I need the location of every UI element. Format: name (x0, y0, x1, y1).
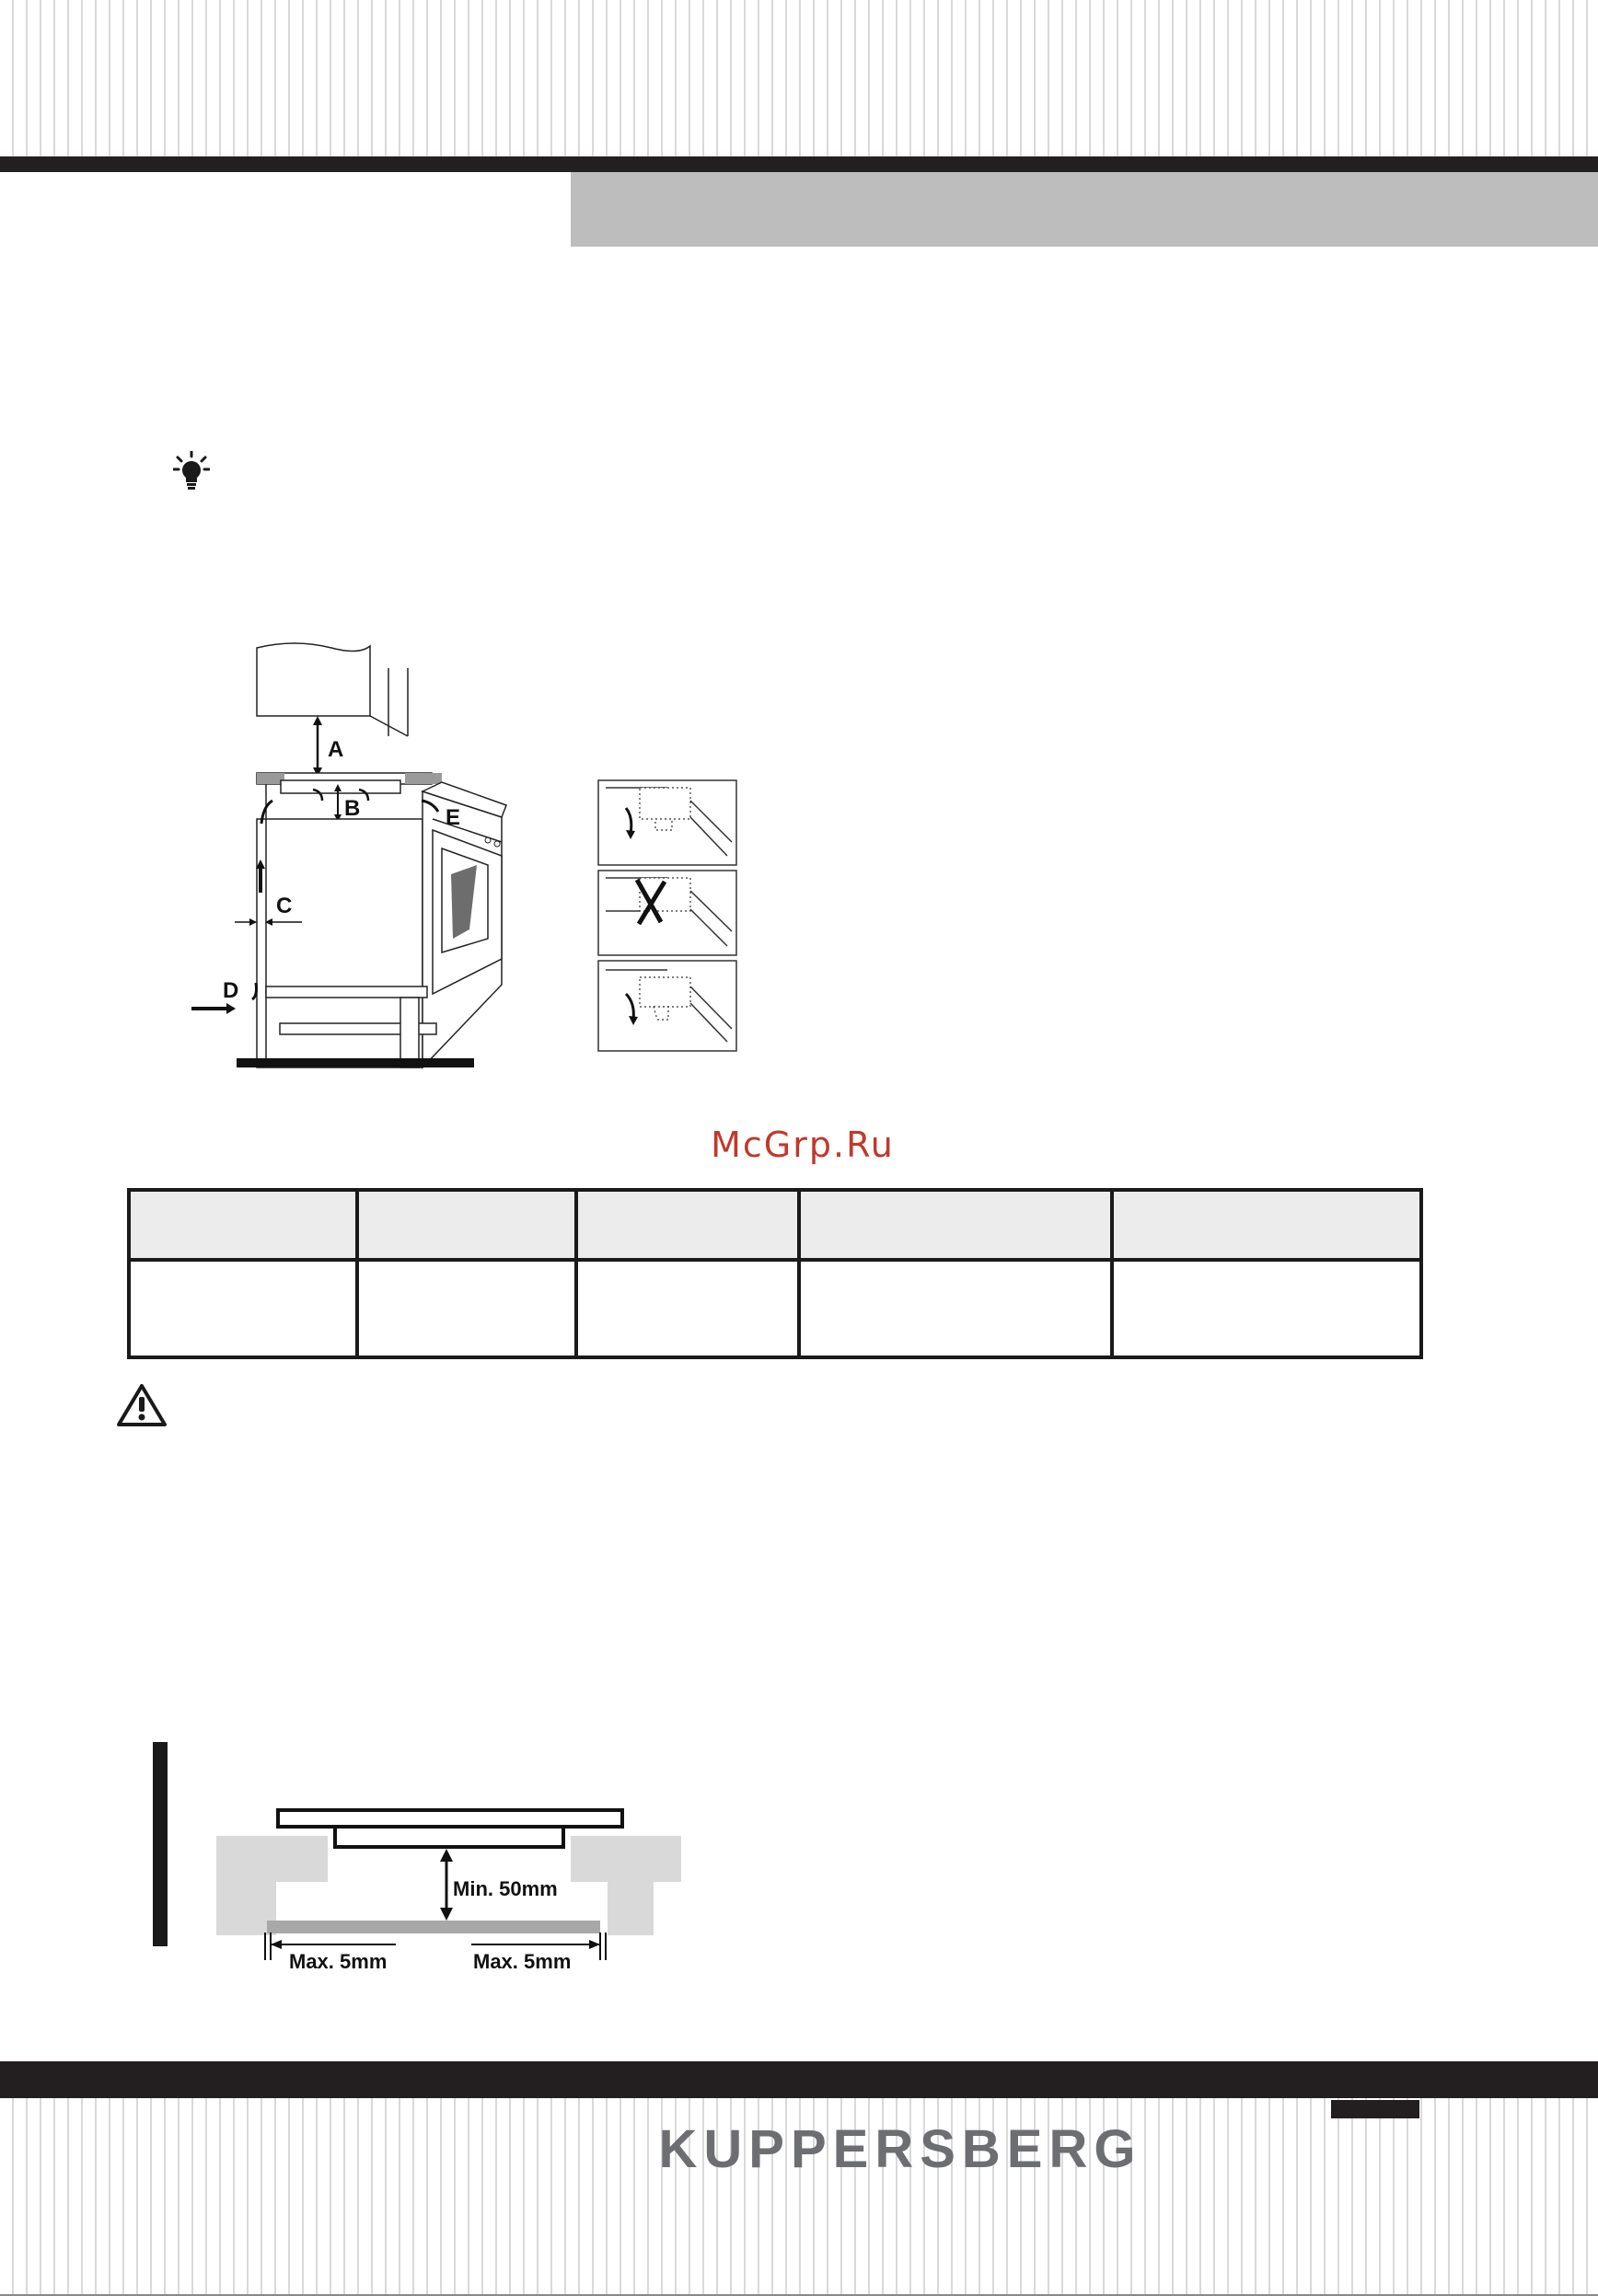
fit-panel-incorrect-middle (598, 871, 736, 955)
brand-logo: KUPPERSBERG (658, 2119, 1142, 2179)
table-header-cell (1112, 1190, 1421, 1260)
lightbulb-icon (173, 451, 210, 491)
page-number-tab (1331, 2100, 1419, 2118)
label-e: E (446, 805, 461, 830)
installation-clearance-diagram (184, 635, 515, 1077)
spec-table (127, 1188, 1423, 1359)
label-c: C (276, 894, 293, 918)
table-header-cell (357, 1190, 576, 1260)
max-right-label: Max. 5mm (473, 1950, 572, 1973)
header-band (571, 172, 1598, 247)
label-b: B (344, 796, 361, 821)
fit-panel-correct-top (598, 780, 736, 865)
table-cell (357, 1260, 576, 1357)
table-cell (576, 1260, 799, 1357)
label-a: A (328, 737, 344, 762)
table-cell (1112, 1260, 1421, 1357)
table-header-cell (576, 1190, 799, 1260)
table-cell (799, 1260, 1112, 1357)
warning-triangle-icon (116, 1382, 168, 1428)
hob-cutout-diagram (147, 1735, 700, 1979)
footer-bar (0, 2061, 1598, 2100)
table-row (129, 1260, 1421, 1357)
min-gap-label: Min. 50mm (453, 1877, 558, 1900)
table-header-row (129, 1190, 1421, 1260)
label-d: D (223, 978, 239, 1003)
table-cell (129, 1260, 357, 1357)
watermark: McGrp.Ru (711, 1125, 895, 1165)
fit-panel-correct-bottom (598, 961, 736, 1051)
top-bar (0, 156, 1598, 172)
top-stripe-pattern (0, 0, 1598, 156)
table-header-cell (129, 1190, 357, 1260)
table-header-cell (799, 1190, 1112, 1260)
max-left-label: Max. 5mm (289, 1950, 388, 1973)
fitting-orientation-diagram (589, 773, 746, 1058)
